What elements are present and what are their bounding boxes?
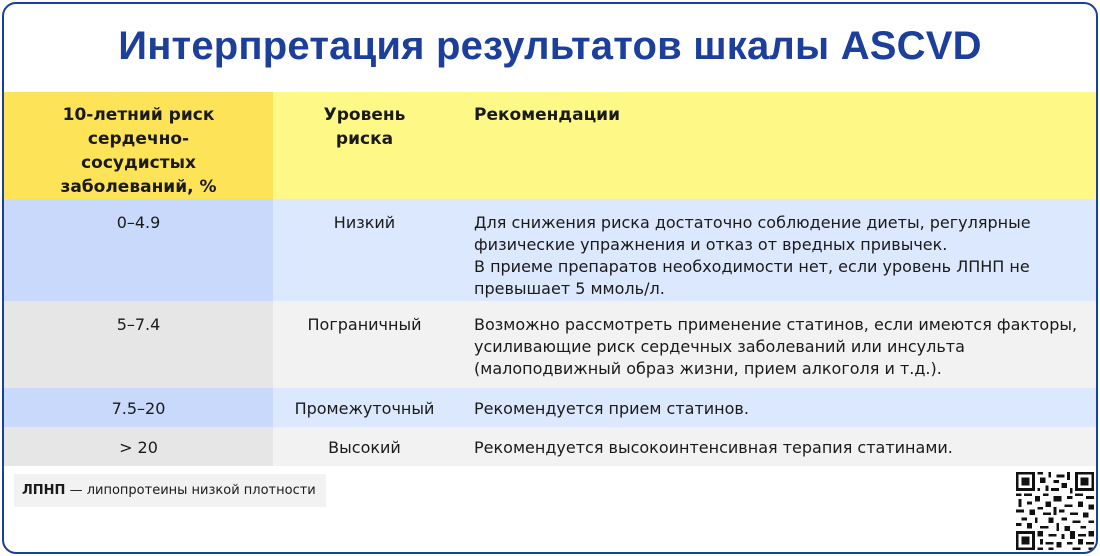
recommendation: Рекомендуется высокоинтенсивная терапия статинами. — [456, 427, 1096, 466]
header-risk-percent-label: 10-летний риск сердечно-сосудистых заболеваний, % — [60, 105, 217, 197]
recommendation: Возможно рассмотреть применение статинов, если имеются факторы, усиливающие риск сердечных заболеваний или инсульта (малоподвижный образ жизни, прием алкоголя и т.д.). — [456, 301, 1096, 388]
risk-range: 0–4.9 — [4, 199, 273, 301]
risk-range: 7.5–20 — [4, 388, 273, 427]
table-row — [4, 427, 1096, 466]
footnote-definition: — липопротеины низкой плотности — [65, 483, 316, 498]
header-risk-level — [273, 92, 456, 199]
risk-range: > 20 — [4, 427, 273, 466]
recommendation: Рекомендуется прием статинов. — [456, 388, 1096, 427]
header-risk-percent — [4, 92, 273, 199]
risk-level: Низкий — [273, 199, 456, 301]
table-row — [4, 388, 1096, 427]
footnote-term: ЛПНП — [22, 483, 66, 498]
header-recommendations: Рекомендации — [456, 92, 1096, 199]
table-row — [4, 199, 1096, 301]
qr-code-icon[interactable] — [1016, 472, 1094, 550]
page-title: Интерпретация результатов шкалы ASCVD — [118, 24, 982, 68]
header-risk-level-label: Уровень риска — [323, 105, 406, 149]
risk-level: Высокий — [273, 427, 456, 466]
risk-level: Пограничный — [273, 301, 456, 388]
table-row — [4, 301, 1096, 388]
risk-level: Промежуточный — [273, 388, 456, 427]
recommendation: Для снижения риска достаточно соблюдение диеты, регулярные физические упражнения и отказ от вредных привычек. В приеме препаратов необходимости нет, если уровень ЛПНП не превышает 5 ммоль/л. — [456, 199, 1096, 301]
risk-table — [4, 92, 1096, 466]
table-header-row — [4, 92, 1096, 199]
footnote — [14, 474, 326, 507]
card-frame — [2, 2, 1098, 554]
risk-range: 5–7.4 — [4, 301, 273, 388]
